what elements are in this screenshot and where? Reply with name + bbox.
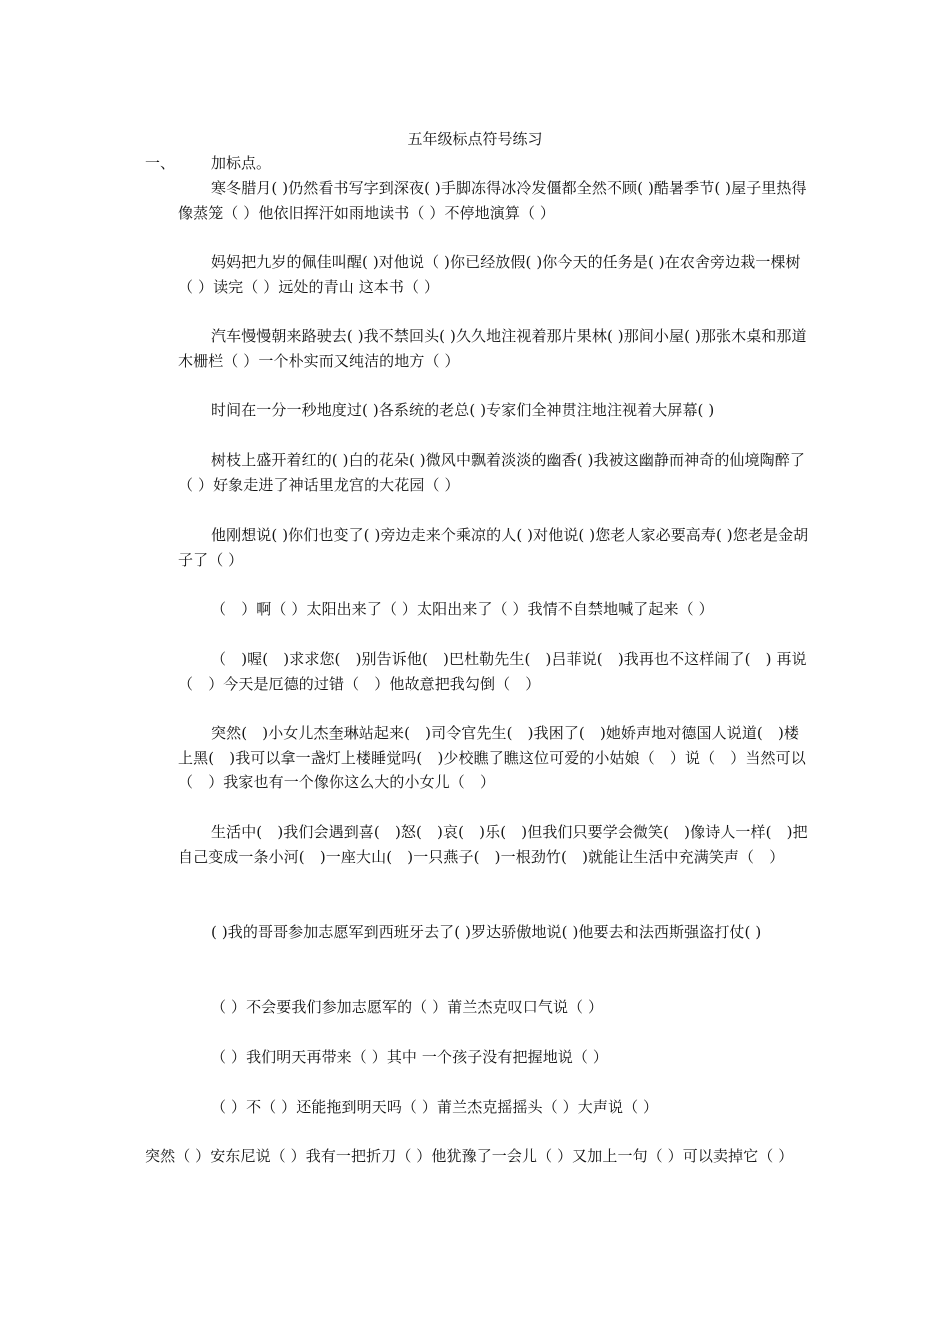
exercise-paragraph: 突然（ ）安东尼说（ ）我有一把折刀（ ）他犹豫了一会儿（ ）又加上一句（ ）可以卖掉它（ ）	[145, 1147, 794, 1165]
exercise-paragraph: 汽车慢慢朝来路驶去( )我不禁回头( )久久地注视着那片果林( )那间小屋( )那张木桌和那道木栅栏（ ）一个朴实而又纯洁的地方（ ）	[178, 327, 807, 370]
exercise-paragraph: （ ）我们明天再带来（ ）其中 一个孩子没有把握地说（ ）	[211, 1048, 608, 1066]
section-number: 一、	[145, 154, 176, 172]
exercise-paragraph: （ ）不（ ）还能拖到明天吗（ ）莆兰杰克摇摇头（ ）大声说（ ）	[211, 1098, 659, 1116]
exercise-paragraph: 寒冬腊月( )仍然看书写字到深夜( )手脚冻得冰冷发僵都全然不顾( )酷暑季节( )屋子里热得像蒸笼（ ）他依旧挥汗如雨地读书（ ）不停地演算（ ）	[178, 179, 807, 222]
exercise-paragraph: （ ）不会要我们参加志愿军的（ ）莆兰杰克叹口气说（ ）	[211, 998, 604, 1016]
exercise-paragraph: 妈妈把九岁的佩佳叫醒( )对他说（ )你已经放假( )你今天的任务是( )在农舍旁边栽一棵树（ ）读完（ ）远处的青山 这本书（ ）	[178, 253, 801, 296]
section-heading-text: 加标点。	[211, 154, 272, 172]
exercise-paragraph: （ ）啊（ ）太阳出来了（ ）太阳出来了（ ）我情不自禁地喊了起来（ ）	[211, 600, 714, 618]
exercise-paragraph: （ )喔( )求求您( )别告诉他( )巴杜勒先生( )吕菲说( )我再也不这样闹了( ) 再说（ ）今天是厄德的过错（ ）他故意把我勾倒（ ）	[178, 650, 807, 693]
section-heading	[145, 152, 271, 173]
exercise-paragraph: 突然( )小女儿杰奎琳站起来( )司令官先生( )我困了( )她娇声地对德国人说道( )楼上黑( )我可以拿一盏灯上楼睡觉吗( )少校瞧了瞧这位可爱的小姑娘（ ）说（ ）当然可以（ ）我家也有一个像你这么大的小女儿（ ）	[178, 724, 806, 791]
exercise-paragraph: 时间在一分一秒地度过( )各系统的老总( )专家们全神贯注地注视着大屏幕( )	[211, 401, 715, 419]
exercise-paragraph: 他刚想说( )你们也变了( )旁边走来个乘凉的人( )对他说( )您老人家必要高寿( )您老是金胡子了（ ）	[178, 526, 809, 569]
exercise-paragraph: 树枝上盛开着红的( )白的花朵( )微风中飘着淡淡的幽香( )我被这幽静而神奇的仙境陶醉了（ ）好象走进了神话里龙宫的大花园（ ）	[178, 451, 805, 494]
document-title: 五年级标点符号练习	[407, 130, 543, 148]
exercise-paragraph: ( )我的哥哥参加志愿军到西班牙去了( )罗达骄傲地说( )他要去和法西斯强盗打仗( )	[211, 923, 762, 941]
exercise-paragraph: 生活中( )我们会遇到喜( )怒( )哀( )乐( )但我们只要学会微笑( )像诗人一样( )把自己变成一条小河( )一座大山( )一只燕子( )一根劲竹( )就能让生活中充满笑声（ ）	[178, 823, 808, 866]
